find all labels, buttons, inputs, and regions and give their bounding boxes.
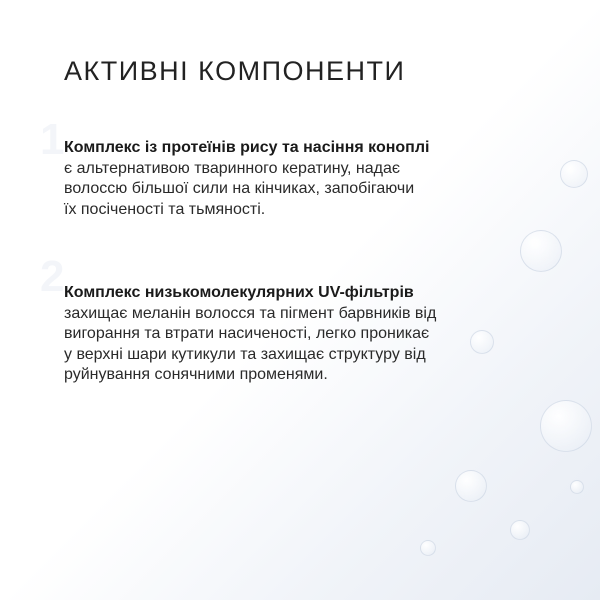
component-heading: Комплекс низькомолекулярних UV-фільтрів <box>64 284 414 301</box>
component-line: волоссю більшої сили на кінчиках, запобігаючи <box>64 180 415 198</box>
component-heading: Комплекс із протеїнів рису та насіння коноплі <box>64 139 430 156</box>
component-line: є альтернативою тваринного кератину, надає <box>64 159 401 177</box>
component-line: захищає меланін волосся та пігмент барвників від <box>64 304 437 322</box>
component-line: вигорання та втрати насиченості, легко проникає <box>64 325 430 343</box>
watermark-number-2: 2 <box>40 252 65 301</box>
component-2 <box>64 283 524 386</box>
page-title: АКТИВНІ КОМПОНЕНТИ <box>64 56 406 86</box>
component-line: руйнування сонячними променями. <box>64 366 328 384</box>
component-1 <box>64 138 524 220</box>
component-line: у верхні шари кутикули та захищає структуру від <box>64 345 426 363</box>
watermark-number-1: 1 <box>40 115 65 164</box>
component-line: їх посіченості та тьмяності. <box>64 200 266 218</box>
